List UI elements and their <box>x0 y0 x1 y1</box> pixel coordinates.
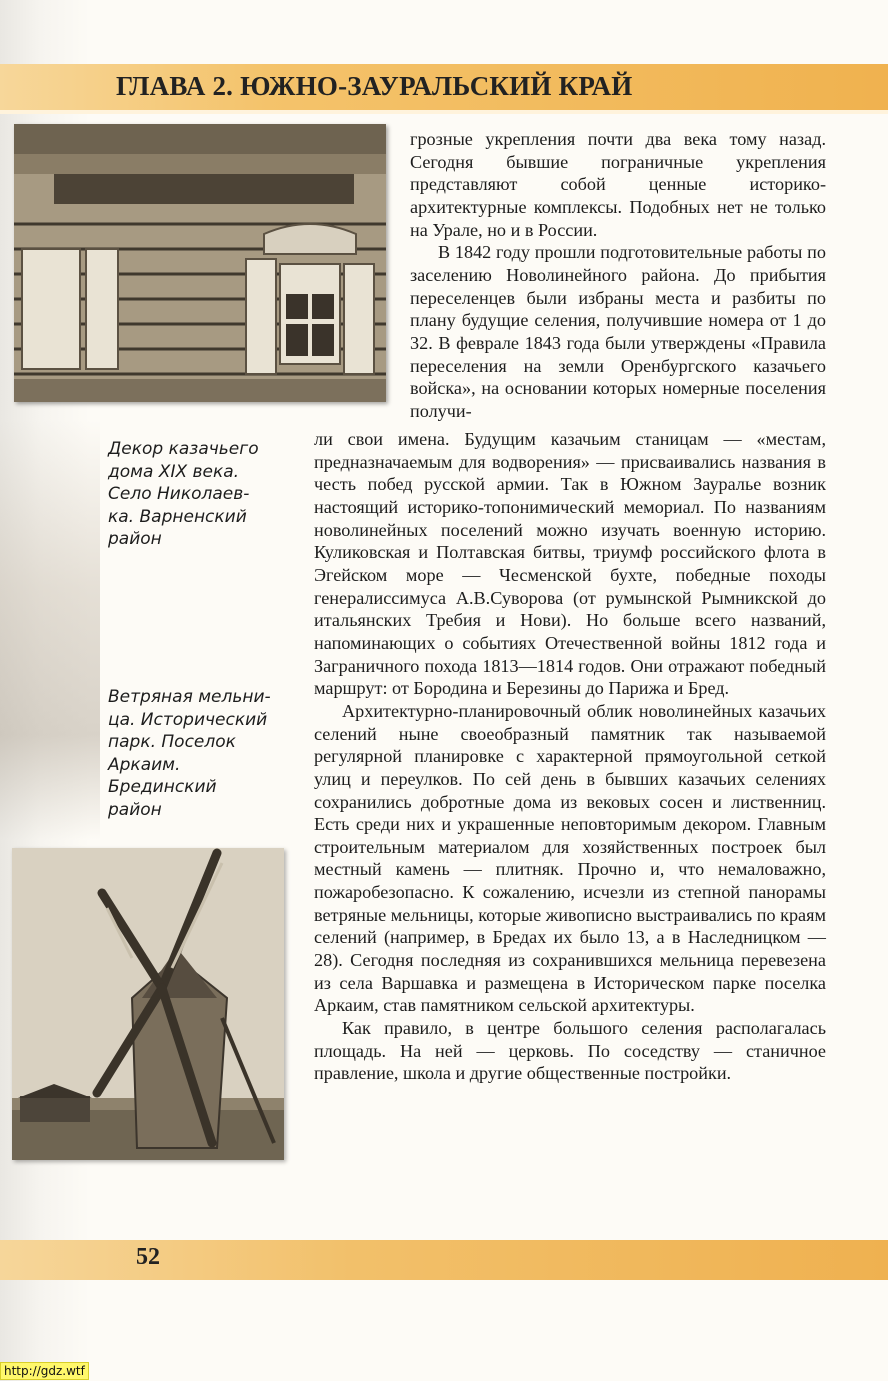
page-number: 52 <box>136 1244 160 1270</box>
paragraph-1: грозные укрепления почти два века тому назад. Сегодня бывшие пограничные укрепления представляют собой ценные историко-архитектурные комплексы. Подобных нет не только на Урале, но и в России. <box>410 129 826 240</box>
watermark-link[interactable]: http://gdz.wtf <box>0 1362 89 1380</box>
footer-band <box>0 1240 888 1280</box>
paragraph-2-continued: ли свои имена. Будущим казачьим станицам — «местам, предназначаемым для водворения» — присваивались названия в честь побед русской армии. Так в Южном Зауралье возник настоящий историко-топонимический мемориал. По названиям новолинейных поселений можно изучать военную историю. Куликовская и Полтавская битвы, триумф российского флота в Эгейском море — Чесменской бухте, победные походы генералиссимуса А.В.Суворова (от румынской Рымникской до итальянских Требия и Нови). Но больше всего названий, напоминающих о событиях Отечественной войны 1812 года и Заграничного похода 1813—1814 годов. Они отражают победный маршрут: от Бородина и Березины до Парижа и Бред. <box>314 429 826 699</box>
caption-house-photo: Декор казачьего дома XIX века. Село Николаев- ка. Варненский район <box>108 439 259 549</box>
background-windmill-faded <box>0 420 100 840</box>
text-column-top <box>410 128 826 423</box>
chapter-title: ГЛАВА 2. ЮЖНО-ЗАУРАЛЬСКИЙ КРАЙ <box>116 71 633 101</box>
windmill-photo-illustration <box>12 848 284 1160</box>
house-photo-illustration <box>14 124 386 402</box>
text-column-main <box>314 428 826 1085</box>
caption-windmill-photo: Ветряная мельни- ца. Исторический парк. Поселок Аркаим. Брединский район <box>108 687 271 820</box>
paragraph-3: Архитектурно-планировочный облик новолинейных казачьих селений ныне своеобразный памятник так называемой регулярной планировке с характерной прямоугольной сеткой улиц и переулков. По сей день в бывших казачьих селениях сохранились добротные дома из вековых сосен и лиственниц. Есть среди них и украшенные неповторимым декором. Главным строительным материалом для хозяйственных построек был местный камень — плитняк. Прочно и, что немаловажно, пожаробезопасно. К сожалению, исчезли из степной панорамы ветряные мельницы, которые живописно выстраивались по краям селений (например, в Бредах их было 13, а в Наследницком — 28). Сегодня последняя из сохранившихся мельница перевезена из села Варшавка и размещена в Историческом парке поселка Аркаим, став памятником сельской архитектуры. <box>314 700 826 1016</box>
paragraph-4: Как правило, в центре большого селения располагалась площадь. На ней — церковь. По соседству — станичное правление, школа и другие общественные постройки. <box>314 1018 826 1084</box>
paragraph-2-start: В 1842 году прошли подготовительные работы по заселению Новолинейного района. До прибытия переселенцев были избраны места и разбиты по плану будущие селения, получившие номера от 1 до 32. В феврале 1843 года были утверждены «Правила переселения на земли Оренбургского казачьего войска», на основании которых номерные поселения получи- <box>410 242 826 421</box>
photo-windmill <box>12 848 284 1160</box>
photo-cossack-house <box>14 124 386 402</box>
